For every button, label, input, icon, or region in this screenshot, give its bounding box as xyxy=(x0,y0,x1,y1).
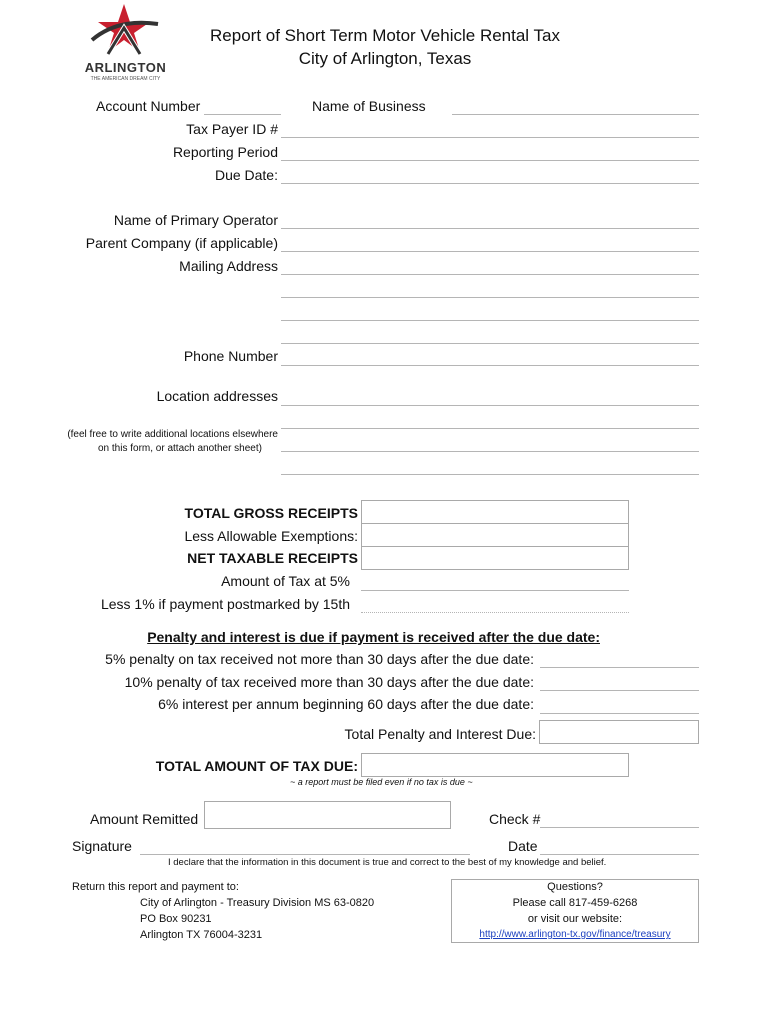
primary-operator-field[interactable] xyxy=(281,228,699,229)
questions-heading: Questions? xyxy=(547,881,603,893)
interest-6-label: 6% interest per annum beginning 60 days after the due date: xyxy=(158,696,534,712)
mailing-address-field-3[interactable] xyxy=(281,320,699,321)
less-exemptions-field[interactable] xyxy=(361,523,629,547)
parent-company-field[interactable] xyxy=(281,251,699,252)
due-date-field[interactable] xyxy=(281,183,699,184)
declaration-text: I declare that the information in this document is true and correct to the best of my knowledge and belief. xyxy=(168,857,607,868)
account-number-field[interactable] xyxy=(204,114,281,115)
mailing-address-label: Mailing Address xyxy=(179,258,278,274)
less-exemptions-label: Less Allowable Exemptions: xyxy=(184,528,358,544)
page-title: Report of Short Term Motor Vehicle Rental Tax xyxy=(210,26,560,45)
phone-number-label: Phone Number xyxy=(183,348,278,364)
total-gross-receipts-field[interactable] xyxy=(361,500,629,524)
amount-remitted-label: Amount Remitted xyxy=(90,811,199,827)
date-field[interactable] xyxy=(540,854,699,855)
mailing-address-field-4[interactable] xyxy=(281,343,699,344)
tax-payer-id-label: Tax Payer ID # xyxy=(186,121,278,137)
signature-field[interactable] xyxy=(140,854,470,855)
total-gross-receipts-label: TOTAL GROSS RECEIPTS xyxy=(184,505,358,521)
logo-tagline: THE AMERICAN DREAM CITY xyxy=(90,76,161,82)
due-date-label: Due Date: xyxy=(214,167,278,183)
logo-wordmark: ARLINGTON xyxy=(84,60,167,75)
phone-number-field[interactable] xyxy=(281,365,699,366)
total-tax-due-field[interactable] xyxy=(361,753,629,777)
net-taxable-receipts-field[interactable] xyxy=(361,546,629,570)
check-number-label: Check # xyxy=(489,811,541,827)
tax-payer-id-field[interactable] xyxy=(281,137,699,138)
account-number-label: Account Number xyxy=(96,98,201,114)
reporting-period-field[interactable] xyxy=(281,160,699,161)
location-addresses-label: Location addresses xyxy=(156,388,278,404)
questions-visit: or visit our website: xyxy=(527,913,623,925)
location-field-1[interactable] xyxy=(281,405,699,406)
less-1-field[interactable] xyxy=(361,612,629,613)
return-to-line-1: City of Arlington - Treasury Division MS 63-0820 xyxy=(140,897,375,909)
total-penalty-field[interactable] xyxy=(539,720,699,744)
penalty-10-field[interactable] xyxy=(540,690,699,691)
star-logo-icon xyxy=(78,2,173,62)
location-note-2: on this form, or attach another sheet) xyxy=(98,443,262,454)
website-link[interactable]: http://www.arlington-tx.gov/finance/treasury xyxy=(479,929,671,940)
arlington-logo xyxy=(78,2,173,84)
penalty-5-field[interactable] xyxy=(540,667,699,668)
tax-at-5-field[interactable] xyxy=(361,590,629,591)
business-name-label: Name of Business xyxy=(312,98,426,114)
total-tax-due-label: TOTAL AMOUNT OF TAX DUE: xyxy=(155,758,358,774)
amount-remitted-field[interactable] xyxy=(204,801,451,829)
mailing-address-field-1[interactable] xyxy=(281,274,699,275)
check-number-field[interactable] xyxy=(540,827,699,828)
mailing-address-field-2[interactable] xyxy=(281,297,699,298)
no-tax-note: ~ a report must be filed even if no tax is due ~ xyxy=(290,777,473,787)
net-taxable-receipts-label: NET TAXABLE RECEIPTS xyxy=(187,550,358,566)
location-field-3[interactable] xyxy=(281,451,699,452)
interest-6-field[interactable] xyxy=(540,713,699,714)
questions-phone: Please call 817-459-6268 xyxy=(512,897,638,909)
page-subtitle: City of Arlington, Texas xyxy=(298,49,472,68)
penalty-heading: Penalty and interest is due if payment is received after the due date: xyxy=(147,629,600,645)
business-name-field[interactable] xyxy=(452,114,699,115)
less-1-label: Less 1% if payment postmarked by 15th xyxy=(100,596,350,612)
parent-company-label: Parent Company (if applicable) xyxy=(85,235,278,251)
return-to-line-3: Arlington TX 76004-3231 xyxy=(140,929,263,941)
location-field-2[interactable] xyxy=(281,428,699,429)
location-note-1: (feel free to write additional locations elsewhere xyxy=(67,429,278,440)
total-penalty-label: Total Penalty and Interest Due: xyxy=(344,726,536,742)
penalty-10-label: 10% penalty of tax received more than 30 days after the due date: xyxy=(124,674,534,690)
return-to-line-2: PO Box 90231 xyxy=(140,913,212,925)
penalty-5-label: 5% penalty on tax received not more than 30 days after the due date: xyxy=(105,651,534,667)
reporting-period-label: Reporting Period xyxy=(172,144,278,160)
return-to-heading: Return this report and payment to: xyxy=(72,881,239,893)
signature-label: Signature xyxy=(72,838,132,854)
location-field-4[interactable] xyxy=(281,474,699,475)
primary-operator-label: Name of Primary Operator xyxy=(113,212,278,228)
date-label: Date xyxy=(508,838,538,854)
tax-at-5-label: Amount of Tax at 5% xyxy=(221,573,350,589)
